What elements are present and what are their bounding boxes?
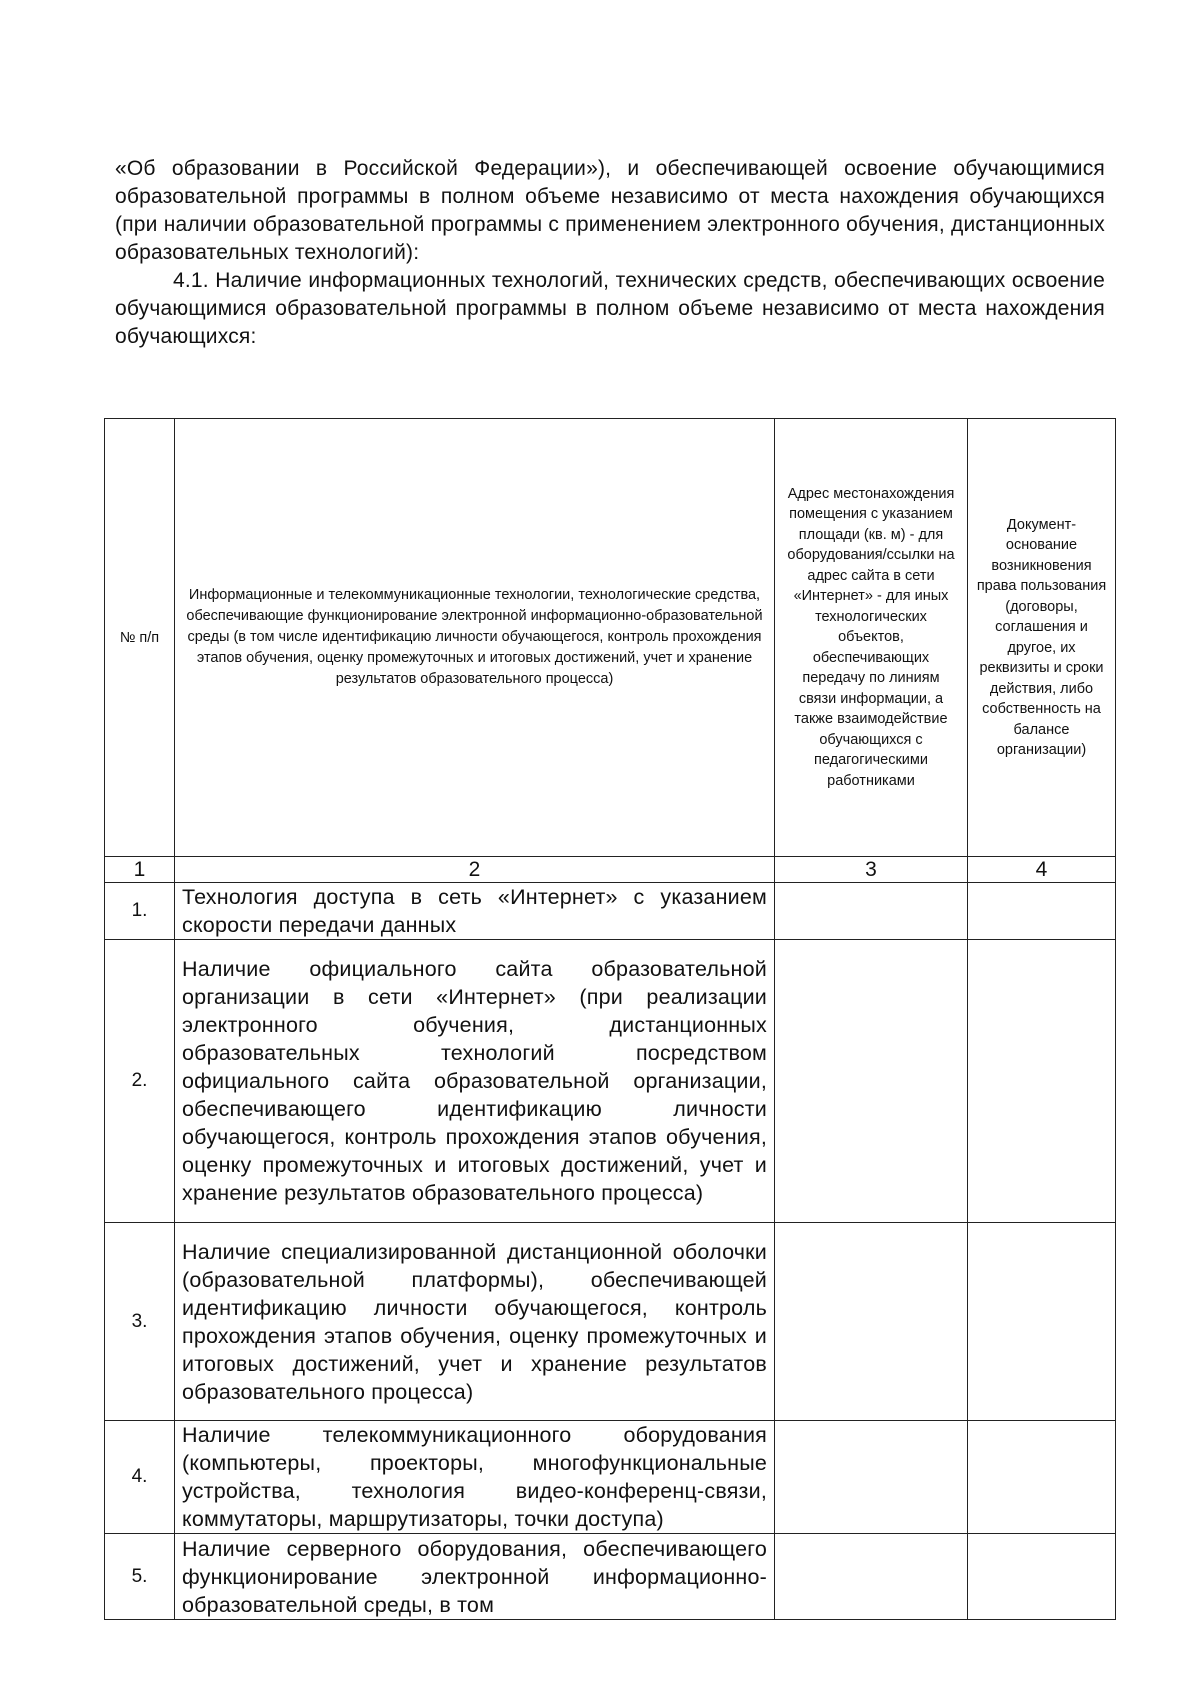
row-text: Наличие официального сайта образовательной организации в сети «Интернет» (при реализации электронного обучения, дистанционных образовательных технологий посредством официального сайта образовательной организации, обеспечивающего идентификацию личности обучающегося, контроль прохождения этапов обучения, оценку промежуточных и итоговых достижений, учет и хранение результатов образовательного процесса) <box>175 940 775 1223</box>
row-number: 1. <box>105 883 175 940</box>
table-row <box>105 1421 1116 1534</box>
table-row <box>105 883 1116 940</box>
row-address-cell <box>775 940 968 1223</box>
header-document-basis: Документ-основание возникновения права пользования (договоры, соглашения и другое, их реквизиты и сроки действия, либо собственность на балансе организации) <box>968 419 1116 857</box>
row-address-cell <box>775 883 968 940</box>
header-number: № п/п <box>105 419 175 857</box>
table-header-row <box>105 419 1116 857</box>
column-number: 1 <box>105 857 175 883</box>
row-document-cell <box>968 1534 1116 1620</box>
table-row <box>105 940 1116 1223</box>
column-number: 4 <box>968 857 1116 883</box>
row-text: Технология доступа в сеть «Интернет» с указанием скорости передачи данных <box>175 883 775 940</box>
row-address-cell <box>775 1534 968 1620</box>
header-address: Адрес местонахождения помещения с указанием площади (кв. м) - для оборудования/ссылки на адрес сайта в сети «Интернет» - для иных технологических объектов, обеспечивающих передачу по линиям связи информации, а также взаимодействие обучающихся с педагогическими работниками <box>775 419 968 857</box>
row-address-cell <box>775 1421 968 1534</box>
row-number: 3. <box>105 1223 175 1421</box>
section-4-1-paragraph: 4.1. Наличие информационных технологий, технических средств, обеспечивающих освоение обучающимися образовательной программы в полном объеме независимо от места нахождения обучающихся: <box>115 269 1105 348</box>
technologies-table <box>104 418 1116 1620</box>
column-number: 3 <box>775 857 968 883</box>
row-document-cell <box>968 1223 1116 1421</box>
row-number: 2. <box>105 940 175 1223</box>
intro-paragraph: «Об образовании в Российской Федерации»), и обеспечивающей освоение обучающимися образовательной программы в полном объеме независимо от места нахождения обучающихся (при наличии образовательной программы с применением электронного обучения, дистанционных образовательных технологий): <box>115 157 1105 264</box>
row-number: 5. <box>105 1534 175 1620</box>
table-row <box>105 1223 1116 1421</box>
table-row <box>105 1534 1116 1620</box>
row-text: Наличие специализированной дистанционной оболочки (образовательной платформы), обеспечивающей идентификацию личности обучающегося, контроль прохождения этапов обучения, оценку промежуточных и итоговых достижений, учет и хранение результатов образовательного процесса) <box>175 1223 775 1421</box>
row-document-cell <box>968 883 1116 940</box>
column-number: 2 <box>175 857 775 883</box>
header-technologies: Информационные и телекоммуникационные технологии, технологические средства, обеспечивающие функционирование электронной информационно-образовательной среды (в том числе идентификацию личности обучающегося, контроль прохождения этапов обучения, оценку промежуточных и итоговых достижений, учет и хранение результатов образовательного процесса) <box>175 419 775 857</box>
column-numbers-row <box>105 857 1116 883</box>
row-text: Наличие серверного оборудования, обеспечивающего функционирование электронной информационно-образовательной среды, в том <box>175 1534 775 1620</box>
row-text: Наличие телекоммуникационного оборудования (компьютеры, проекторы, многофункциональные устройства, технология видео-конференц-связи, коммутаторы, маршрутизаторы, точки доступа) <box>175 1421 775 1534</box>
row-document-cell <box>968 1421 1116 1534</box>
row-document-cell <box>968 940 1116 1223</box>
row-address-cell <box>775 1223 968 1421</box>
intro-text <box>115 155 1105 351</box>
row-number: 4. <box>105 1421 175 1534</box>
